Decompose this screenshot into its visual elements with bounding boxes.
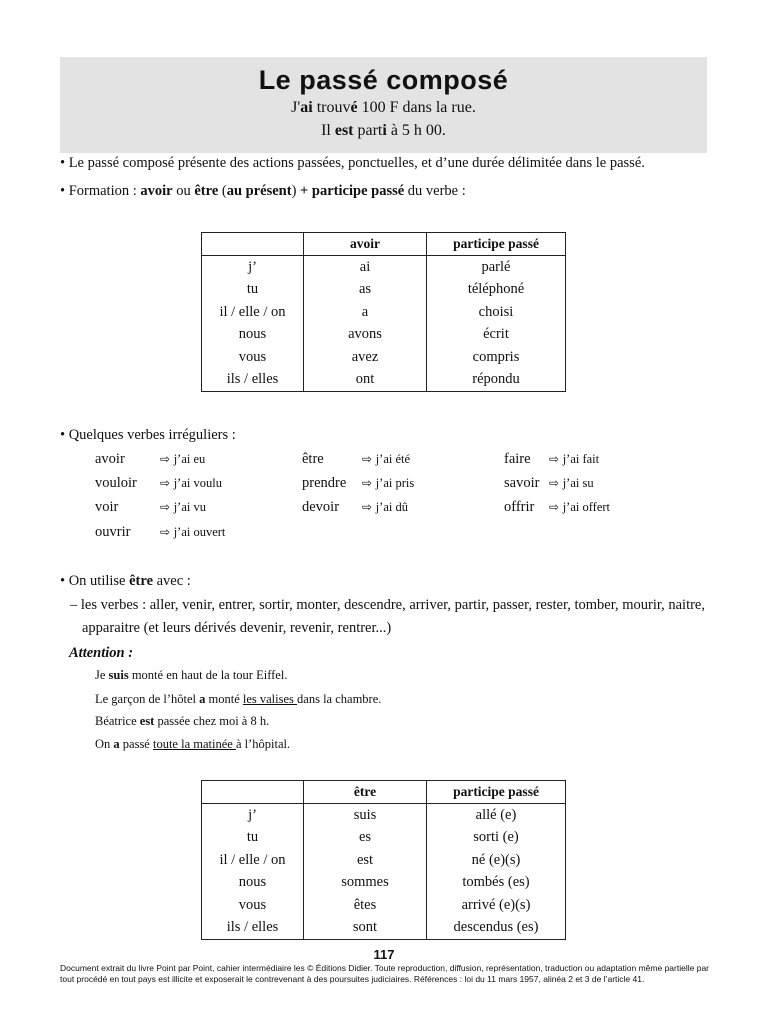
- irregular-result: j’ai dû: [375, 500, 408, 514]
- table-cell: êtes: [304, 894, 427, 917]
- table-cell: avons: [304, 324, 427, 347]
- example-sentence-2: [60, 119, 707, 142]
- attention-label: Attention :: [69, 645, 134, 661]
- table-cell: descendus (es): [453, 919, 539, 936]
- table-row: [202, 894, 566, 917]
- table-header-cell: être: [304, 781, 427, 804]
- example-text: dans la chambre.: [297, 692, 382, 706]
- irregular-item: [504, 499, 534, 516]
- attention-example: [95, 692, 381, 707]
- table-row: [202, 369, 566, 392]
- table-cell: choisi: [478, 303, 514, 320]
- irregular-verb: ouvrir: [95, 524, 131, 540]
- table-cell: est: [304, 849, 427, 872]
- irregular-verb: offrir: [504, 499, 535, 515]
- table-cell: j’: [202, 804, 304, 827]
- table-header-cell: participe passé: [427, 233, 566, 256]
- example-aux: est: [139, 714, 155, 728]
- example-text: passée chez moi à 8 h.: [154, 714, 270, 728]
- table-cell: sorti (e): [473, 829, 519, 846]
- table-cell: a: [304, 301, 427, 324]
- table-cell: il / elle / on: [202, 301, 304, 324]
- etre-verbs-line-2: apparaitre (et leurs dérivés devenir, revenir, rentrer...): [82, 620, 392, 636]
- irregular-result-group: [362, 451, 410, 468]
- example-aux: suis: [108, 668, 129, 682]
- table-header-cell: participe passé: [427, 781, 566, 804]
- table-header-row: [202, 781, 566, 804]
- arrow-right-icon: ⇨: [549, 452, 560, 466]
- formation-text: (: [218, 183, 227, 199]
- irregular-result: j’ai su: [562, 476, 594, 490]
- table-cell: il / elle / on: [202, 849, 304, 872]
- arrow-right-icon: ⇨: [160, 476, 171, 490]
- table-row: [202, 301, 566, 324]
- table-row: [202, 827, 566, 850]
- table-header-row: [202, 233, 566, 256]
- table-cell: tu: [202, 279, 304, 302]
- ex2-ending: i: [382, 122, 387, 139]
- arrow-right-icon: ⇨: [160, 500, 171, 514]
- table-cell: arrivé (e)(s): [461, 896, 531, 913]
- table-cell: tu: [202, 827, 304, 850]
- table-row: [202, 346, 566, 369]
- table-header-cell: [202, 781, 304, 804]
- ex1-ending: é: [350, 99, 358, 116]
- formation-present: au présent: [226, 183, 292, 199]
- page-title: Le passé composé: [258, 65, 509, 95]
- irregular-verb: vouloir: [95, 475, 137, 491]
- title-box: [60, 57, 707, 153]
- table-cell: compris: [472, 348, 520, 365]
- irregular-verb: voir: [95, 499, 119, 515]
- irregular-item: [95, 499, 118, 516]
- table-cell: avez: [304, 346, 427, 369]
- irregular-result-group: [160, 499, 206, 516]
- table-cell: écrit: [483, 326, 509, 343]
- etre-heading-text: avec :: [153, 573, 191, 589]
- irregular-result: j’ai vu: [173, 500, 206, 514]
- table-cell: allé (e): [475, 806, 517, 823]
- formation-participe: + participe passé: [300, 183, 405, 199]
- irregular-item: [95, 475, 137, 492]
- irregular-result: j’ai voulu: [173, 476, 222, 490]
- example-text: monté: [205, 692, 243, 706]
- irregular-verb: être: [302, 451, 324, 467]
- irregular-result: j’ai ouvert: [173, 525, 226, 539]
- formation-text: ): [291, 183, 301, 199]
- table-cell: ils / elles: [202, 369, 304, 392]
- ex2-part: Il: [321, 122, 335, 139]
- arrow-right-icon: ⇨: [362, 452, 373, 466]
- table-header-cell: avoir: [304, 233, 427, 256]
- table-cell: tombés (es): [462, 874, 530, 891]
- example-aux: a: [199, 692, 206, 706]
- definition-line: • Le passé composé présente des actions passées, ponctuelles, et d’une durée délimitée dans le passé.: [60, 155, 645, 171]
- formation-line: [60, 183, 466, 200]
- arrow-right-icon: ⇨: [160, 525, 171, 539]
- irregular-item: [504, 475, 539, 492]
- irregular-result: j’ai offert: [562, 500, 611, 514]
- table-cell: es: [304, 827, 427, 850]
- irregular-item: [95, 524, 130, 541]
- irregular-item: [95, 451, 125, 468]
- ex1-part: J': [291, 99, 301, 116]
- irregular-item: [504, 451, 531, 468]
- irregular-result-group: [362, 499, 408, 516]
- table-row: [202, 324, 566, 347]
- table-cell: répondu: [472, 371, 520, 388]
- table-row: [202, 849, 566, 872]
- example-text: Béatrice: [95, 714, 140, 728]
- irregular-result-group: [160, 475, 222, 492]
- table-cell: né (e)(s): [471, 851, 521, 868]
- copyright-footer: Document extrait du livre Point par Point, cahier intermédiaire les © Éditions Didier. Toute reproduction, diffusion, représentation, traduction ou adaptation même partielle par tout procédé en tout pays est illicite et exposerait le contrevenant à des poursuites judiciaires. Références : loi du 11 mars 1957, alinéa 2 et 3 de l’article 41.: [60, 963, 709, 984]
- example-text: monté en haut de la tour Eiffel.: [128, 668, 288, 682]
- example-object: les valises: [242, 692, 298, 706]
- formation-avoir: avoir: [140, 183, 173, 199]
- table-cell: nous: [202, 324, 304, 347]
- avoir-conjugation-table: [201, 232, 566, 392]
- table-cell: as: [304, 279, 427, 302]
- example-aux: a: [113, 737, 120, 751]
- irregular-verb: prendre: [302, 475, 347, 491]
- attention-example: [95, 714, 269, 729]
- ex1-part: 100 F dans la rue.: [357, 99, 476, 116]
- page-number: 117: [373, 947, 395, 962]
- ex2-aux: est: [334, 122, 354, 139]
- example-text: passé: [119, 737, 153, 751]
- table-row: [202, 872, 566, 895]
- example-text: à l’hôpital.: [235, 737, 291, 751]
- example-text: On: [95, 737, 114, 751]
- table-cell: téléphoné: [467, 281, 525, 298]
- irregular-result-group: [549, 451, 599, 468]
- ex1-part: trouv: [312, 99, 351, 116]
- table-cell: sommes: [304, 872, 427, 895]
- table-cell: ils / elles: [202, 917, 304, 940]
- arrow-right-icon: ⇨: [362, 476, 373, 490]
- irregular-item: [302, 499, 339, 516]
- irregular-verb: devoir: [302, 499, 340, 515]
- etre-heading-text: • On utilise: [60, 573, 130, 589]
- irregular-result-group: [549, 475, 594, 492]
- etre-verbs-line-1: – les verbes : aller, venir, entrer, sortir, monter, descendre, arriver, partir, passer, rester, tomber, mourir, naitre,: [70, 597, 705, 613]
- irregular-result-group: [549, 499, 610, 516]
- example-sentence-1: [60, 96, 707, 119]
- formation-etre: être: [194, 183, 219, 199]
- table-row: [202, 256, 566, 279]
- table-header-cell: [202, 233, 304, 256]
- etre-heading-bold: être: [129, 573, 153, 589]
- example-object: toute la matinée: [152, 737, 236, 751]
- table-cell: nous: [202, 872, 304, 895]
- irregular-item: [302, 451, 324, 468]
- irregular-verb: faire: [504, 451, 531, 467]
- irregular-result-group: [362, 475, 414, 492]
- formation-text: du verbe :: [404, 183, 466, 199]
- irregular-result-group: [160, 451, 205, 468]
- arrow-right-icon: ⇨: [362, 500, 373, 514]
- table-cell: ai: [304, 256, 427, 279]
- irregular-result-group: [160, 524, 225, 541]
- table-row: [202, 279, 566, 302]
- etre-heading: [60, 573, 191, 590]
- irregular-item: [302, 475, 346, 492]
- example-text: Je: [95, 668, 109, 682]
- table-cell: j’: [202, 256, 304, 279]
- table-row: [202, 804, 566, 827]
- table-cell: ont: [304, 369, 427, 392]
- irregular-heading: • Quelques verbes irréguliers :: [60, 427, 236, 443]
- ex2-part: à 5 h 00.: [386, 122, 446, 139]
- table-cell: parlé: [481, 258, 511, 275]
- table-cell: suis: [304, 804, 427, 827]
- table-row: [202, 917, 566, 940]
- arrow-right-icon: ⇨: [160, 452, 171, 466]
- table-cell: vous: [202, 346, 304, 369]
- attention-example: [95, 668, 287, 683]
- ex1-aux: ai: [300, 99, 313, 116]
- irregular-result: j’ai été: [375, 452, 411, 466]
- ex2-part: part: [353, 122, 383, 139]
- irregular-result: j’ai fait: [562, 452, 600, 466]
- example-text: Le garçon de l’hôtel: [95, 692, 200, 706]
- irregular-verb: savoir: [504, 475, 540, 491]
- attention-example: [95, 737, 290, 752]
- arrow-right-icon: ⇨: [549, 476, 560, 490]
- irregular-result: j’ai eu: [173, 452, 206, 466]
- irregular-verb: avoir: [95, 451, 125, 467]
- table-cell: vous: [202, 894, 304, 917]
- etre-conjugation-table: [201, 780, 566, 940]
- arrow-right-icon: ⇨: [549, 500, 560, 514]
- formation-text: ou: [172, 183, 195, 199]
- formation-text: • Formation :: [60, 183, 141, 199]
- irregular-result: j’ai pris: [375, 476, 415, 490]
- table-cell: sont: [304, 917, 427, 940]
